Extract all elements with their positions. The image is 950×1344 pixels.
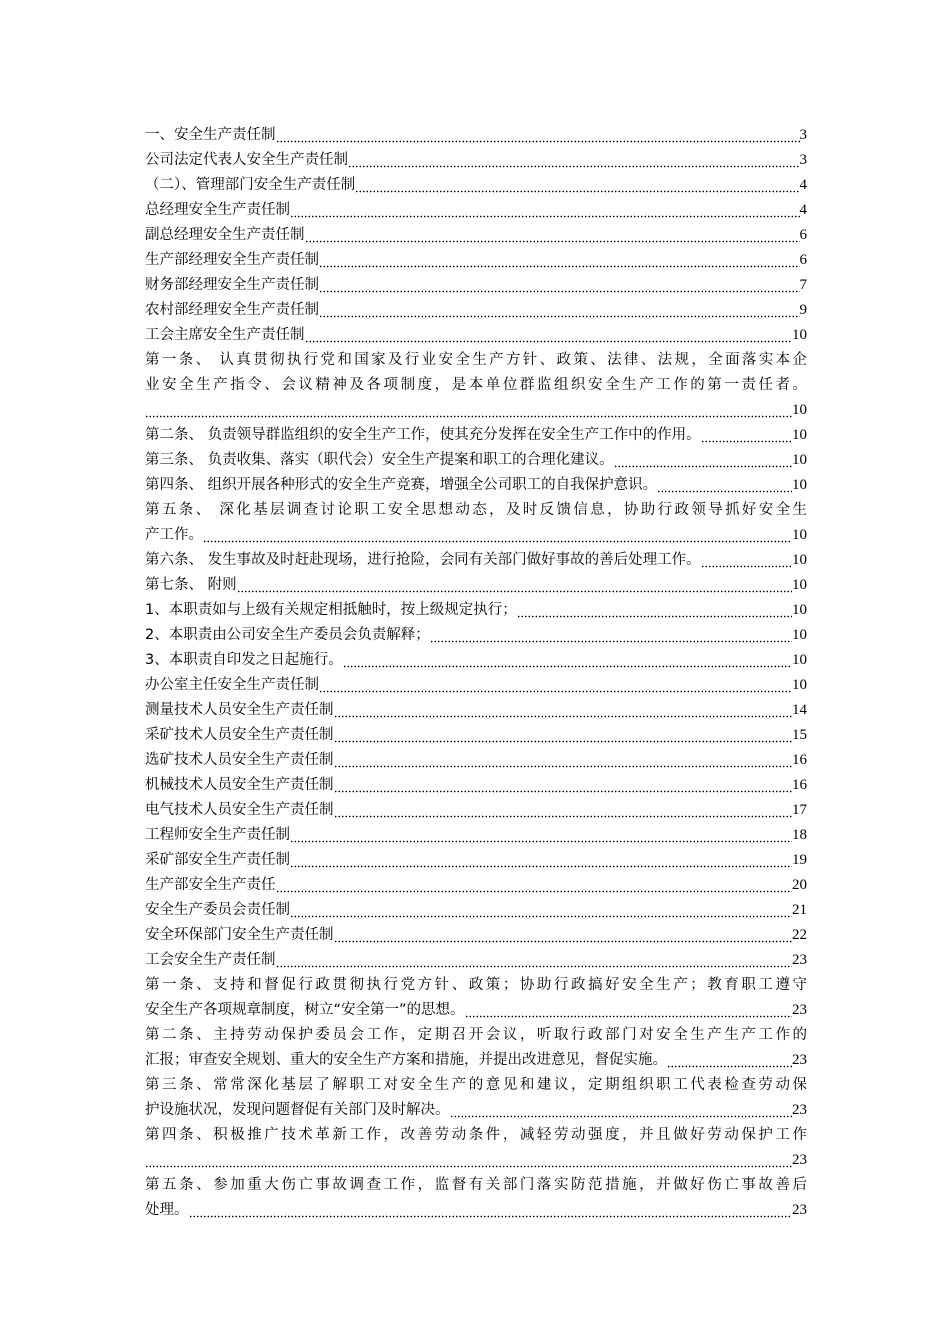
toc-entry-title: 机械技术人员安全生产责任制 (145, 777, 334, 793)
toc-page-number: 22 (792, 927, 807, 943)
toc-entry[interactable] (145, 598, 807, 623)
toc-dot-leader (290, 898, 792, 923)
toc-page-number: 16 (792, 752, 807, 768)
toc-page-number: 10 (792, 627, 807, 643)
toc-entry-title: 农村部经理安全生产责任制 (145, 302, 319, 318)
toc-entry-title: 第六条、 发生事故及时赶赴现场，进行抢险，会同有关部门做好事故的善后处理工作。 (145, 552, 701, 568)
toc-entry[interactable] (145, 823, 807, 848)
toc-entry[interactable] (145, 773, 807, 798)
toc-page-number: 7 (799, 277, 807, 293)
toc-page-number: 18 (792, 827, 807, 843)
toc-dot-leader (203, 523, 792, 548)
toc-entry-title: 采矿部安全生产责任制 (145, 852, 290, 868)
toc-page-number: 23 (792, 952, 807, 968)
toc-entry[interactable] (145, 648, 807, 673)
toc-entry-multiline[interactable] (145, 973, 807, 1023)
toc-entry[interactable] (145, 548, 807, 573)
toc-entry[interactable] (145, 898, 807, 923)
toc-entry[interactable] (145, 573, 807, 598)
toc-dot-leader (450, 1098, 793, 1123)
toc-entry-title-line2: 产工作。 (145, 527, 203, 543)
toc-page-number: 15 (792, 727, 807, 743)
toc-entry-title: 工会主席安全生产责任制 (145, 327, 305, 343)
toc-dot-leader (290, 198, 800, 223)
toc-page-number: 20 (792, 877, 807, 893)
toc-dot-leader (465, 998, 792, 1023)
toc-page-number: 6 (799, 252, 807, 268)
toc-entry[interactable] (145, 148, 807, 173)
toc-dot-leader (189, 1198, 793, 1223)
toc-page-number: 4 (799, 177, 807, 193)
toc-dot-leader (305, 323, 793, 348)
toc-dot-leader (334, 798, 793, 823)
toc-entry-title: （二）、管理部门安全生产责任制 (145, 177, 356, 193)
toc-page-number: 23 (792, 1152, 807, 1168)
toc-entry[interactable] (145, 923, 807, 948)
toc-dot-leader (319, 248, 800, 273)
toc-entry-title: 生产部经理安全生产责任制 (145, 252, 319, 268)
toc-entry[interactable] (145, 248, 807, 273)
toc-dot-leader (276, 948, 793, 973)
table-of-contents (145, 123, 807, 1223)
toc-page-number: 10 (792, 602, 807, 618)
toc-dot-leader (334, 923, 793, 948)
toc-entry-title: 第二条、 负责领导群监组织的安全生产工作，使其充分发挥在安全生产工作中的作用。 (145, 427, 701, 443)
toc-page-number: 21 (792, 902, 807, 918)
toc-entry-title: 办公室主任安全生产责任制 (145, 677, 319, 693)
toc-entry-title: 3、本职责自印发之日起施行。 (145, 652, 343, 668)
toc-entry[interactable] (145, 223, 807, 248)
toc-entry[interactable] (145, 723, 807, 748)
toc-dot-leader (355, 173, 799, 198)
toc-dot-leader (343, 648, 792, 673)
toc-entry-title: 安全生产委员会责任制 (145, 902, 290, 918)
toc-entry[interactable] (145, 423, 807, 448)
toc-dot-leader (290, 823, 792, 848)
toc-dot-leader (334, 748, 793, 773)
toc-page-number: 10 (792, 577, 807, 593)
toc-entry-title: 公司法定代表人安全生产责任制 (145, 152, 348, 168)
toc-dot-leader (701, 548, 792, 573)
toc-dot-leader (319, 273, 800, 298)
toc-dot-leader (430, 623, 792, 648)
toc-dot-leader (305, 223, 800, 248)
toc-page-number: 10 (792, 427, 807, 443)
toc-entry-title-line2: 处理。 (145, 1202, 189, 1218)
toc-page-number: 3 (799, 127, 807, 143)
toc-dot-leader (348, 148, 800, 173)
toc-page-number: 17 (792, 802, 807, 818)
toc-dot-leader (237, 573, 792, 598)
toc-dot-leader (319, 673, 792, 698)
toc-entry-title-line1: 第五条、 深化基层调查讨论职工安全思想动态，及时反馈信息，协助行政领导抓好安全生 (145, 502, 807, 518)
toc-page-number: 9 (799, 302, 807, 318)
toc-dot-leader (319, 298, 800, 323)
toc-entry[interactable] (145, 673, 807, 698)
toc-entry[interactable] (145, 473, 807, 498)
toc-entry-title: 选矿技术人员安全生产责任制 (145, 752, 334, 768)
toc-entry-title-line1: 第五条、参加重大伤亡事故调查工作，监督有关部门落实防范措施，并做好伤亡事故善后 (145, 1177, 807, 1193)
toc-dot-leader (667, 1048, 792, 1073)
toc-dot-leader (334, 723, 793, 748)
toc-page-number: 10 (792, 477, 807, 493)
toc-page-number: 16 (792, 777, 807, 793)
toc-page-number: 23 (792, 1102, 807, 1118)
toc-entry-title: 测量技术人员安全生产责任制 (145, 702, 334, 718)
toc-entry-title: 第四条、 组织开展各种形式的安全生产竞赛，增强全公司职工的自我保护意识。 (145, 477, 658, 493)
toc-dot-leader (334, 773, 793, 798)
toc-entry[interactable] (145, 623, 807, 648)
toc-page-number: 3 (799, 152, 807, 168)
toc-dot-leader (657, 473, 792, 498)
toc-entry-title: 2、本职责由公司安全生产委员会负责解释； (145, 627, 430, 643)
toc-entry-multiline[interactable] (145, 348, 807, 423)
toc-dot-leader (614, 448, 792, 473)
toc-entry-title-line2: 业安全生产指令、会议精神及各项制度，是本单位群监组织安全生产工作的第一责任者。 (145, 377, 807, 393)
toc-entry-multiline[interactable] (145, 1173, 807, 1223)
toc-entry[interactable] (145, 798, 807, 823)
toc-entry-multiline[interactable] (145, 1023, 807, 1073)
toc-dot-leader (276, 123, 800, 148)
toc-entry-title: 第七条、 附则 (145, 577, 237, 593)
toc-page-number: 10 (792, 652, 807, 668)
toc-entry[interactable] (145, 698, 807, 723)
toc-dot-leader (276, 873, 793, 898)
toc-page-number: 23 (792, 1202, 807, 1218)
toc-page-number: 10 (792, 402, 807, 418)
toc-dot-leader (145, 1148, 792, 1173)
toc-entry-title: 工程师安全生产责任制 (145, 827, 290, 843)
toc-entry[interactable] (145, 123, 807, 148)
toc-dot-leader (334, 698, 793, 723)
toc-entry-title: 电气技术人员安全生产责任制 (145, 802, 334, 818)
toc-page-number: 14 (792, 702, 807, 718)
toc-page-number: 19 (792, 852, 807, 868)
toc-page-number: 10 (792, 452, 807, 468)
toc-entry[interactable] (145, 298, 807, 323)
toc-page-number: 4 (799, 202, 807, 218)
toc-entry-title-line2: 汇报；审查安全规划、重大的安全生产方案和措施，并提出改进意见，督促实施。 (145, 1052, 667, 1068)
toc-entry-title-line2: 安全生产各项规章制度，树立“安全第一”的思想。 (145, 1002, 465, 1018)
toc-entry[interactable] (145, 848, 807, 873)
toc-dot-leader (145, 398, 792, 423)
toc-page-number: 23 (792, 1052, 807, 1068)
toc-entry-title: 工会安全生产责任制 (145, 952, 276, 968)
toc-entry-title: 1、本职责如与上级有关规定相抵触时，按上级规定执行； (145, 602, 517, 618)
toc-entry-title: 一、安全生产责任制 (145, 127, 276, 143)
toc-dot-leader (517, 598, 792, 623)
toc-page-number: 10 (792, 527, 807, 543)
toc-page-number: 6 (799, 227, 807, 243)
toc-entry-multiline[interactable] (145, 1073, 807, 1123)
toc-entry-title: 财务部经理安全生产责任制 (145, 277, 319, 293)
toc-entry-title: 生产部安全生产责任 (145, 877, 276, 893)
toc-entry-title: 采矿技术人员安全生产责任制 (145, 727, 334, 743)
toc-entry[interactable] (145, 273, 807, 298)
toc-entry[interactable] (145, 448, 807, 473)
toc-entry[interactable] (145, 748, 807, 773)
toc-entry-multiline[interactable] (145, 1123, 807, 1173)
toc-entry-title-line1: 第二条、主持劳动保护委员会工作，定期召开会议，听取行政部门对安全生产生产工作的 (145, 1027, 807, 1043)
toc-entry-title: 副总经理安全生产责任制 (145, 227, 305, 243)
toc-dot-leader (701, 423, 792, 448)
toc-dot-leader (290, 848, 792, 873)
toc-entry[interactable] (145, 323, 807, 348)
toc-entry[interactable] (145, 948, 807, 973)
toc-entry-title: 第三条、 负责收集、落实（职代会）安全生产提案和职工的合理化建议。 (145, 452, 614, 468)
toc-entry-multiline[interactable] (145, 498, 807, 548)
toc-page-number: 10 (792, 327, 807, 343)
toc-page-number: 10 (792, 677, 807, 693)
toc-entry-title-line1: 第一条、支持和督促行政贯彻执行党方针、政策；协助行政搞好安全生产；教育职工遵守 (145, 977, 807, 993)
toc-entry-title: 安全环保部门安全生产责任制 (145, 927, 334, 943)
toc-entry-title-line1: 第一条、 认真贯彻执行党和国家及行业安全生产方针、政策、法律、法规，全面落实本企 (145, 352, 807, 368)
toc-entry[interactable] (145, 173, 807, 198)
toc-page-number: 23 (792, 1002, 807, 1018)
toc-entry-title-line2: 护设施状况，发现问题督促有关部门及时解决。 (145, 1102, 450, 1118)
toc-entry-title-line1: 第四条、积极推广技术革新工作，改善劳动条件，减轻劳动强度，并且做好劳动保护工作 (145, 1127, 807, 1143)
toc-entry[interactable] (145, 873, 807, 898)
toc-entry-title: 总经理安全生产责任制 (145, 202, 290, 218)
toc-entry-title-line1: 第三条、常常深化基层了解职工对安全生产的意见和建议，定期组织职工代表检查劳动保 (145, 1077, 807, 1093)
toc-entry[interactable] (145, 198, 807, 223)
toc-page-number: 10 (792, 552, 807, 568)
